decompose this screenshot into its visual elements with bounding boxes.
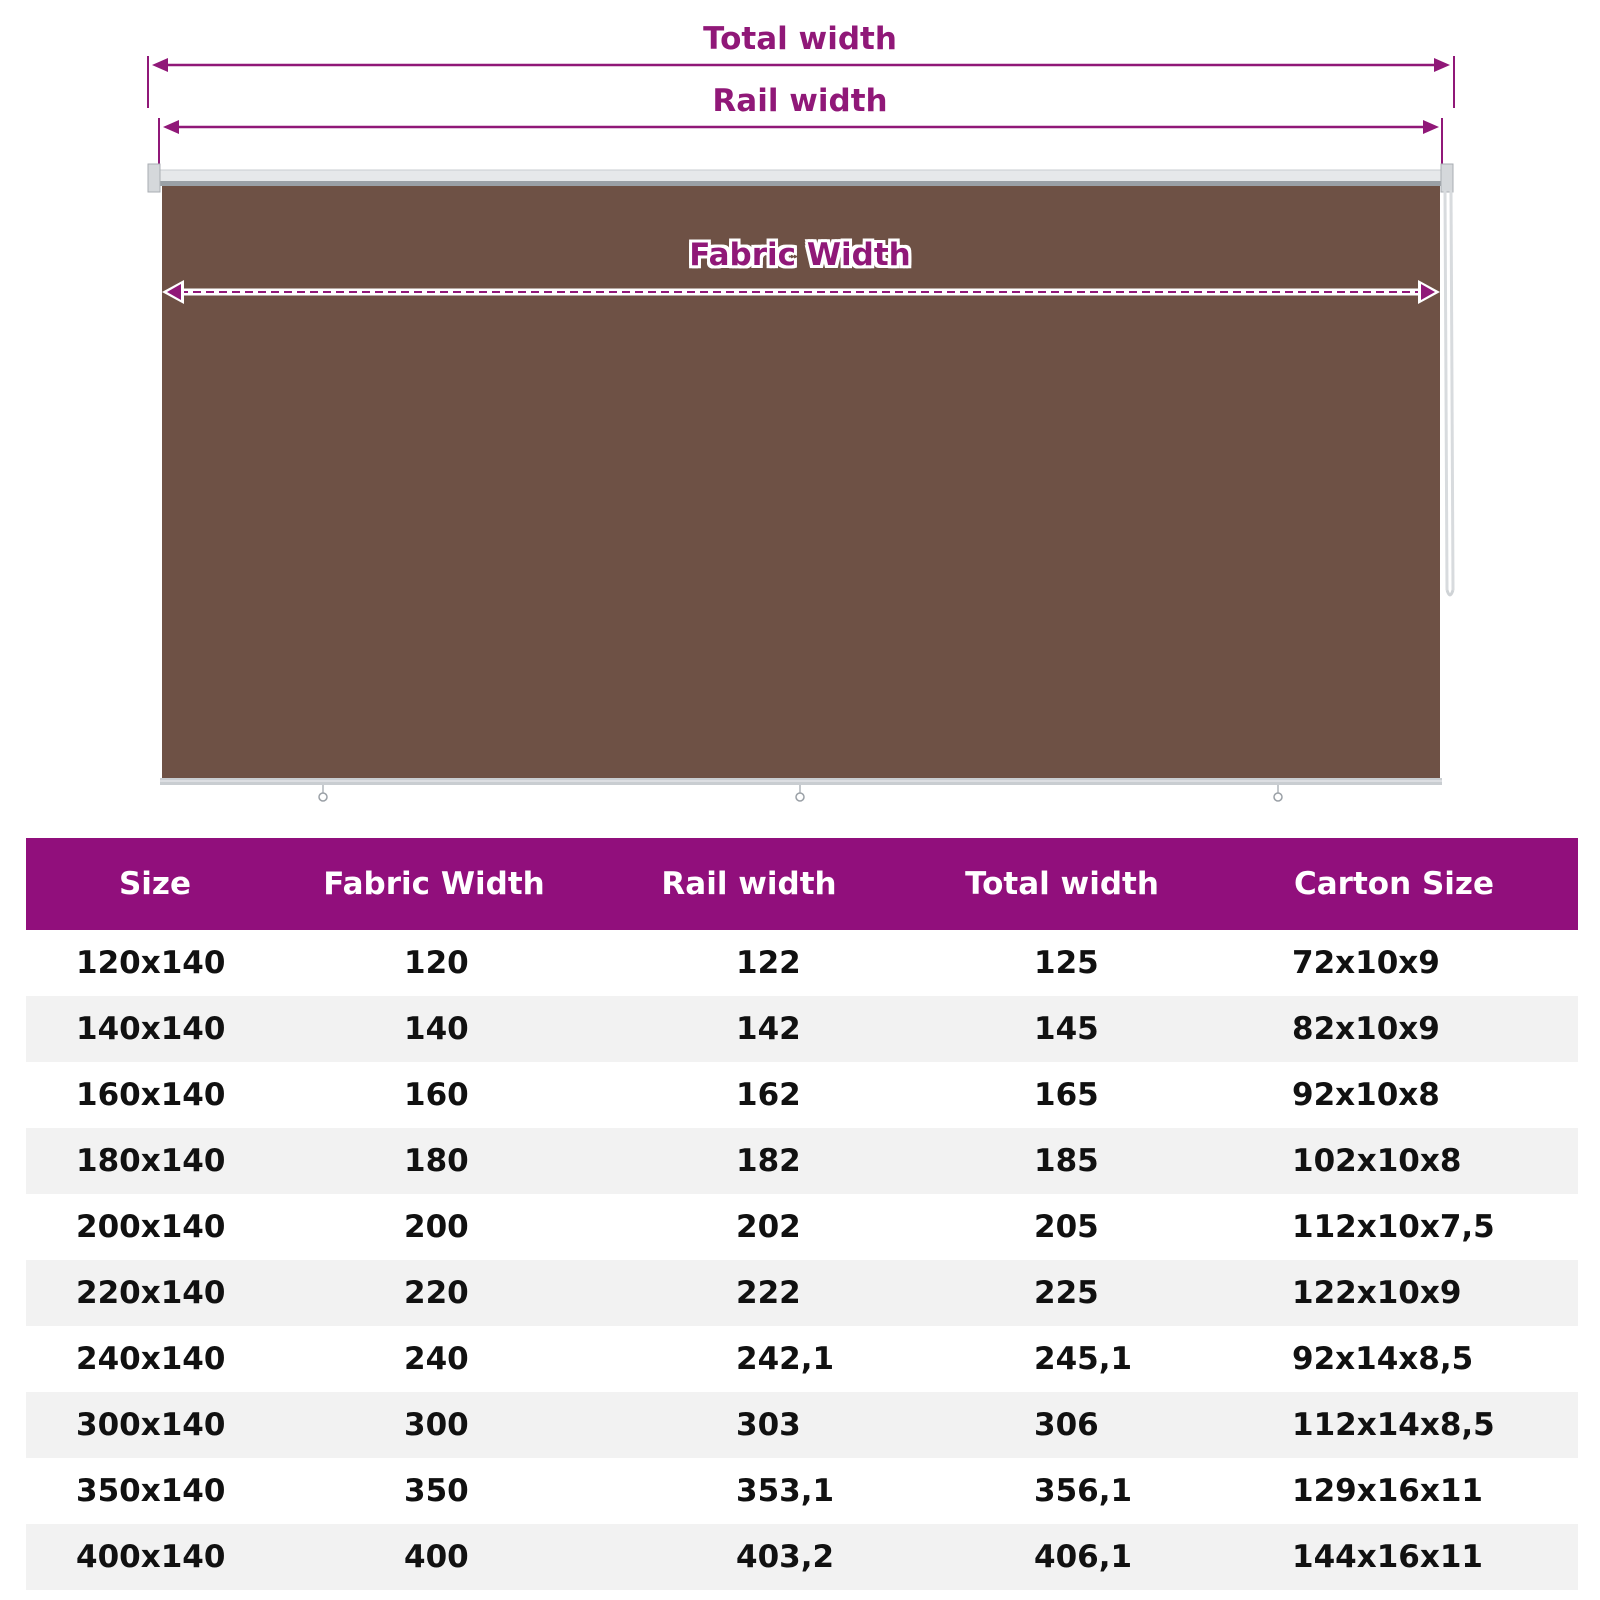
cell-total-width: 165	[1034, 1077, 1099, 1113]
size-table	[26, 838, 1578, 1590]
cell-fabric-width: 300	[404, 1407, 469, 1443]
cell-size: 300x140	[76, 1407, 226, 1443]
cell-size: 240x140	[76, 1341, 226, 1377]
cell-rail-width: 242,1	[736, 1341, 835, 1377]
cell-fabric-width: 180	[404, 1143, 469, 1179]
cell-total-width: 406,1	[1034, 1539, 1133, 1575]
cell-size: 180x140	[76, 1143, 226, 1179]
cell-size: 200x140	[76, 1209, 226, 1245]
rail-width-label: Rail width	[712, 83, 888, 119]
table-row	[26, 1128, 1578, 1194]
cell-size: 140x140	[76, 1011, 226, 1047]
cell-carton-size: 122x10x9	[1292, 1275, 1462, 1311]
cell-rail-width: 222	[736, 1275, 801, 1311]
table-row	[26, 1260, 1578, 1326]
cell-total-width: 145	[1034, 1011, 1099, 1047]
cell-total-width: 225	[1034, 1275, 1099, 1311]
fabric-panel	[162, 186, 1440, 778]
cell-rail-width: 182	[736, 1143, 801, 1179]
table-row	[26, 1194, 1578, 1260]
cell-carton-size: 102x10x8	[1292, 1143, 1462, 1179]
cell-fabric-width: 240	[404, 1341, 469, 1377]
cell-carton-size: 112x14x8,5	[1292, 1407, 1495, 1443]
column-header-rail-width: Rail width	[661, 866, 837, 902]
pull-cord	[1445, 190, 1453, 595]
cell-total-width: 356,1	[1034, 1473, 1133, 1509]
cell-rail-width: 122	[736, 945, 801, 981]
cell-fabric-width: 120	[404, 945, 469, 981]
cell-total-width: 185	[1034, 1143, 1099, 1179]
cell-size: 160x140	[76, 1077, 226, 1113]
cell-fabric-width: 200	[404, 1209, 469, 1245]
cell-carton-size: 112x10x7,5	[1292, 1209, 1495, 1245]
table-row	[26, 1524, 1578, 1590]
cell-rail-width: 162	[736, 1077, 801, 1113]
cell-fabric-width: 400	[404, 1539, 469, 1575]
cell-carton-size: 72x10x9	[1292, 945, 1440, 981]
cell-size: 120x140	[76, 945, 226, 981]
cell-rail-width: 202	[736, 1209, 801, 1245]
cell-carton-size: 144x16x11	[1292, 1539, 1483, 1575]
cell-carton-size: 92x14x8,5	[1292, 1341, 1474, 1377]
table-row	[26, 996, 1578, 1062]
cell-size: 220x140	[76, 1275, 226, 1311]
table-body	[26, 930, 1578, 1590]
table-row	[26, 930, 1578, 996]
cell-rail-width: 303	[736, 1407, 801, 1443]
cell-rail-width: 353,1	[736, 1473, 835, 1509]
column-header-size: Size	[118, 866, 192, 902]
cell-fabric-width: 220	[404, 1275, 469, 1311]
table-row	[26, 1326, 1578, 1392]
table-row	[26, 1392, 1578, 1458]
table-row	[26, 1458, 1578, 1524]
cell-fabric-width: 160	[404, 1077, 469, 1113]
cell-rail-width: 403,2	[736, 1539, 835, 1575]
cell-total-width: 245,1	[1034, 1341, 1133, 1377]
column-header-total-width: Total width	[965, 866, 1159, 902]
cell-total-width: 205	[1034, 1209, 1099, 1245]
rail-width-dimension	[159, 118, 1442, 170]
table-row	[26, 1062, 1578, 1128]
cell-rail-width: 142	[736, 1011, 801, 1047]
cell-total-width: 125	[1034, 945, 1099, 981]
cell-carton-size: 82x10x9	[1292, 1011, 1440, 1047]
column-header-carton-size: Carton Size	[1294, 866, 1494, 902]
cell-size: 350x140	[76, 1473, 226, 1509]
cell-fabric-width: 140	[404, 1011, 469, 1047]
fabric-width-label: Fabric Width	[689, 237, 911, 273]
column-header-fabric-width: Fabric Width	[323, 866, 545, 902]
cell-carton-size: 92x10x8	[1292, 1077, 1440, 1113]
total-width-label: Total width	[703, 21, 897, 57]
bottom-bar	[160, 778, 1442, 801]
cell-carton-size: 129x16x11	[1292, 1473, 1483, 1509]
cell-fabric-width: 350	[404, 1473, 469, 1509]
cell-total-width: 306	[1034, 1407, 1099, 1443]
table-header-row	[26, 838, 1578, 930]
cell-size: 400x140	[76, 1539, 226, 1575]
